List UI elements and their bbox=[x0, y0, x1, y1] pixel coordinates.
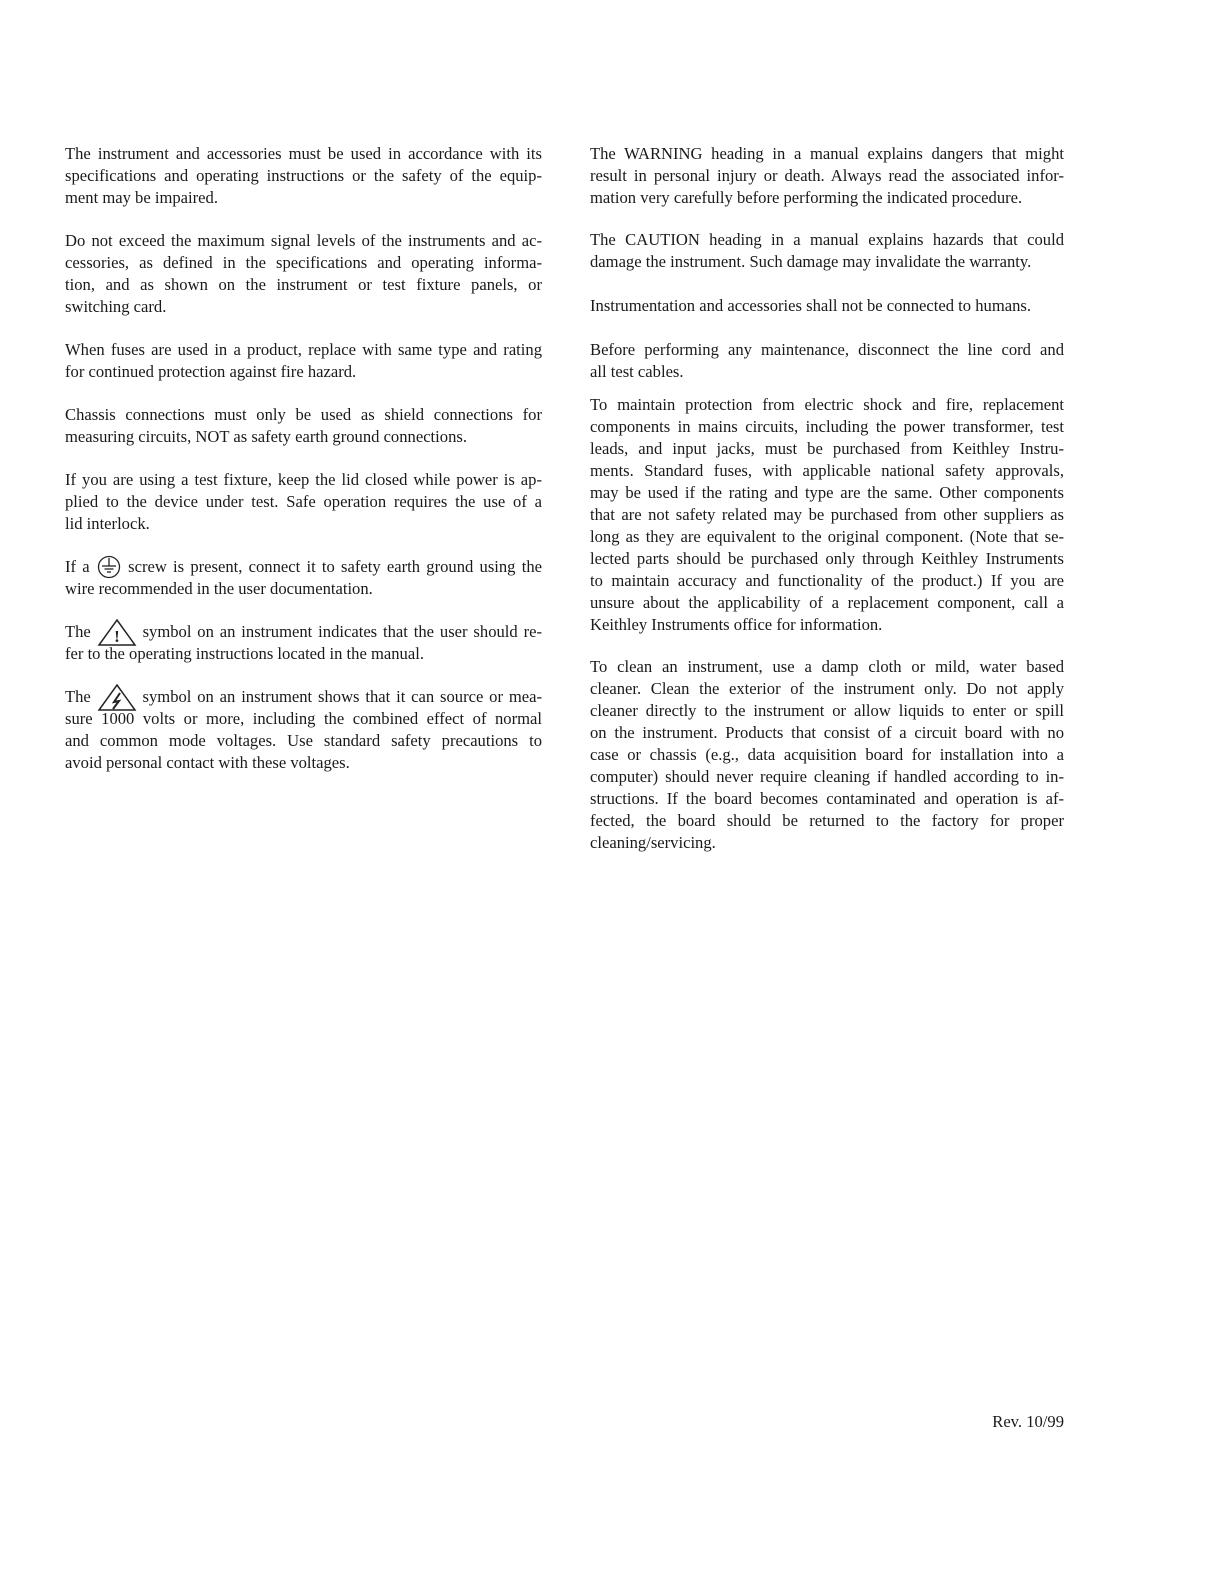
text-line: Do not exceed the maximum signal levels of the instruments and ac- bbox=[65, 231, 542, 250]
text-line: case or chassis (e.g., data acquisition board for installation into a bbox=[590, 745, 1064, 764]
text-line: fected, the board should be returned to the factory for proper bbox=[590, 811, 1064, 830]
text-line: tion, and as shown on the instrument or test fixture panels, or bbox=[65, 275, 542, 294]
text-line: components in mains circuits, including the power transformer, test bbox=[590, 417, 1064, 436]
text-line: may be used if the rating and type are the same. Other components bbox=[590, 483, 1064, 502]
right-paragraph bbox=[590, 656, 1064, 854]
left-paragraph bbox=[65, 556, 542, 600]
text-segment: symbol on an instrument shows that it can source or mea- bbox=[142, 687, 543, 706]
text-line: that are not safety related may be purchased from other suppliers as bbox=[590, 505, 1064, 524]
svg-text:!: ! bbox=[113, 627, 120, 647]
left-paragraph bbox=[65, 469, 542, 535]
text-line: Keithley Instruments office for information. bbox=[590, 615, 883, 634]
text-line: Chassis connections must only be used as shield connections for bbox=[65, 405, 542, 424]
text-line: When fuses are used in a product, replace with same type and rating bbox=[65, 340, 542, 359]
right-paragraph bbox=[590, 143, 1064, 209]
right-paragraph bbox=[590, 339, 1064, 383]
text-line: measuring circuits, NOT as safety earth ground connections. bbox=[65, 427, 467, 446]
left-column bbox=[65, 143, 542, 795]
caution-symbol-icon bbox=[97, 618, 137, 646]
text-line: structions. If the board becomes contaminated and operation is af- bbox=[590, 789, 1064, 808]
text-line: switching card. bbox=[65, 297, 167, 316]
high-voltage-symbol-icon bbox=[97, 683, 137, 711]
left-paragraph bbox=[65, 230, 542, 318]
text-segment: screw is present, connect it to safety earth ground using the bbox=[128, 557, 542, 576]
text-segment: The bbox=[65, 687, 91, 706]
ground-symbol-icon bbox=[96, 555, 122, 579]
text-line bbox=[65, 556, 542, 578]
text-segment: If a bbox=[65, 557, 90, 576]
text-segment: The bbox=[65, 622, 91, 641]
text-line: To clean an instrument, use a damp cloth or mild, water based bbox=[590, 657, 1064, 676]
text-line: The WARNING heading in a manual explains dangers that might bbox=[590, 144, 1064, 163]
left-paragraph bbox=[65, 621, 542, 665]
text-line: unsure about the applicability of a replacement component, call a bbox=[590, 593, 1064, 612]
text-line: wire recommended in the user documentation. bbox=[65, 579, 373, 598]
text-line bbox=[65, 686, 542, 708]
text-line: plied to the device under test. Safe operation requires the use of a bbox=[65, 492, 542, 511]
text-line: Before performing any maintenance, disconnect the line cord and bbox=[590, 340, 1064, 359]
left-paragraph bbox=[65, 339, 542, 383]
text-line: ments. Standard fuses, with applicable national safety approvals, bbox=[590, 461, 1064, 480]
text-line: cessories, as defined in the specifications and operating informa- bbox=[65, 253, 542, 272]
text-line: sure 1000 volts or more, including the combined effect of normal bbox=[65, 709, 542, 728]
text-line: long as they are equivalent to the original component. (Note that se- bbox=[590, 527, 1064, 546]
left-paragraph bbox=[65, 686, 542, 774]
text-line: to maintain accuracy and functionality of the product.) If you are bbox=[590, 571, 1064, 590]
text-line: avoid personal contact with these voltages. bbox=[65, 753, 350, 772]
text-line: on the instrument. Products that consist of a circuit board with no bbox=[590, 723, 1064, 742]
text-line bbox=[65, 621, 542, 647]
text-line: and common mode voltages. Use standard safety precautions to bbox=[65, 731, 542, 750]
text-line: The instrument and accessories must be used in accordance with its bbox=[65, 144, 542, 163]
text-line: specifications and operating instructions or the safety of the equip- bbox=[65, 166, 542, 185]
text-line: Instrumentation and accessories shall not be connected to humans. bbox=[590, 296, 1031, 315]
right-paragraph bbox=[590, 394, 1064, 636]
text-line: damage the instrument. Such damage may invalidate the warranty. bbox=[590, 252, 1032, 271]
text-line: lected parts should be purchased only through Keithley Instruments bbox=[590, 549, 1064, 568]
text-line: cleaning/servicing. bbox=[590, 833, 716, 852]
right-paragraph bbox=[590, 295, 1064, 317]
text-segment: symbol on an instrument indicates that the user should re- bbox=[142, 622, 542, 641]
text-line: mation very carefully before performing the indicated procedure. bbox=[590, 188, 1023, 207]
text-line: fer to the operating instructions located in the manual. bbox=[65, 644, 424, 663]
text-line: To maintain protection from electric shock and fire, replacement bbox=[590, 395, 1064, 414]
text-line: If you are using a test fixture, keep the lid closed while power is ap- bbox=[65, 470, 542, 489]
left-paragraph bbox=[65, 143, 542, 209]
text-line: ment may be impaired. bbox=[65, 188, 218, 207]
text-line: for continued protection against fire hazard. bbox=[65, 362, 357, 381]
text-line: computer) should never require cleaning if handled according to in- bbox=[590, 767, 1064, 786]
text-line: The CAUTION heading in a manual explains hazards that could bbox=[590, 230, 1064, 249]
text-line: leads, and input jacks, must be purchased from Keithley Instru- bbox=[590, 439, 1064, 458]
text-line: lid interlock. bbox=[65, 514, 150, 533]
revision-label: Rev. 10/99 bbox=[992, 1412, 1064, 1431]
text-line: all test cables. bbox=[590, 362, 684, 381]
text-line: cleaner directly to the instrument or allow liquids to enter or spill bbox=[590, 701, 1064, 720]
text-line: result in personal injury or death. Always read the associated infor- bbox=[590, 166, 1064, 185]
text-line: cleaner. Clean the exterior of the instrument only. Do not apply bbox=[590, 679, 1064, 698]
left-paragraph bbox=[65, 404, 542, 448]
right-paragraph bbox=[590, 229, 1064, 273]
